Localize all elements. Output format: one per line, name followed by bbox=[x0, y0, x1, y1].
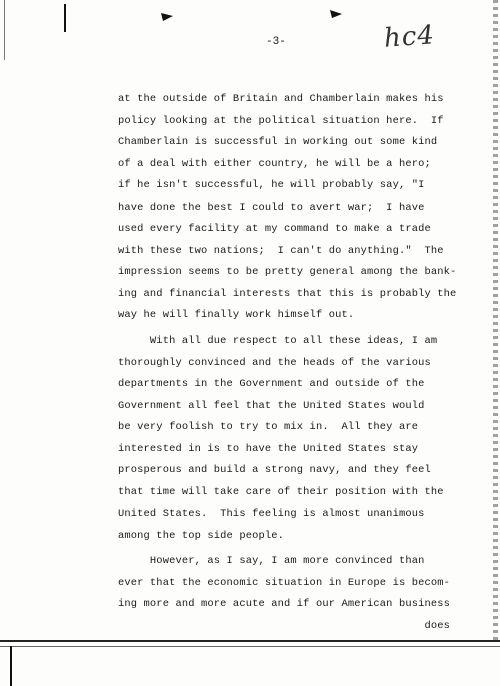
text-line: ever that the economic situation in Europe is becom- bbox=[118, 576, 451, 589]
text-line: with these two nations; I can't do anything." The bbox=[118, 244, 444, 257]
text-line: interested in is to have the United States stay bbox=[118, 442, 419, 455]
handwritten-annotation: hc4 bbox=[383, 20, 436, 54]
text-line: impression seems to be pretty general among the bank- bbox=[118, 266, 457, 279]
text-line: However, as I say, I am more convinced than bbox=[118, 555, 425, 568]
text-line: way he will finally work himself out. bbox=[118, 309, 355, 322]
text-line: among the top side people. bbox=[118, 529, 285, 542]
text-line: at the outside of Britain and Chamberlain makes his bbox=[118, 93, 444, 105]
text-line: be very foolish to try to mix in. All they are bbox=[118, 421, 419, 434]
page-number: -3- bbox=[266, 36, 286, 48]
left-margin-mark bbox=[64, 4, 66, 32]
text-line: ing more and more acute and if our American business bbox=[118, 598, 451, 611]
text-line: that time will take care of their position with the bbox=[118, 485, 444, 498]
text-line: if he isn't successful, he will probably say, "I bbox=[118, 179, 425, 192]
bottom-left-mark bbox=[10, 646, 12, 686]
text-line: used every facility at my command to make a trade bbox=[118, 223, 431, 236]
text-line: ing and financial interests that this is probably the bbox=[118, 287, 457, 300]
text-line: does bbox=[118, 620, 451, 632]
punch-mark-right bbox=[328, 8, 344, 20]
punch-mark-left bbox=[160, 10, 176, 22]
text-line: Chamberlain is successful in working out some kind bbox=[118, 136, 438, 149]
text-line: thoroughly convinced and the heads of the various bbox=[118, 356, 431, 369]
text-line: have done the best I could to avert war; I have bbox=[118, 201, 425, 214]
left-margin-bracket bbox=[4, 0, 5, 60]
text-line: prosperous and build a strong navy, and they feel bbox=[118, 464, 431, 477]
text-line: departments in the Government and outside of the bbox=[118, 378, 425, 391]
text-line: policy looking at the political situation here. If bbox=[118, 114, 444, 127]
text-line: With all due respect to all these ideas, I am bbox=[118, 334, 438, 347]
page-bottom-edge-2 bbox=[0, 646, 500, 647]
page-bottom-edge bbox=[0, 640, 500, 642]
right-edge-shadow bbox=[493, 0, 498, 640]
text-line: Government all feel that the United States would bbox=[118, 399, 425, 412]
text-line: United States. This feeling is almost unanimous bbox=[118, 508, 425, 521]
text-line: of a deal with either country, he will be a hero; bbox=[118, 157, 431, 170]
